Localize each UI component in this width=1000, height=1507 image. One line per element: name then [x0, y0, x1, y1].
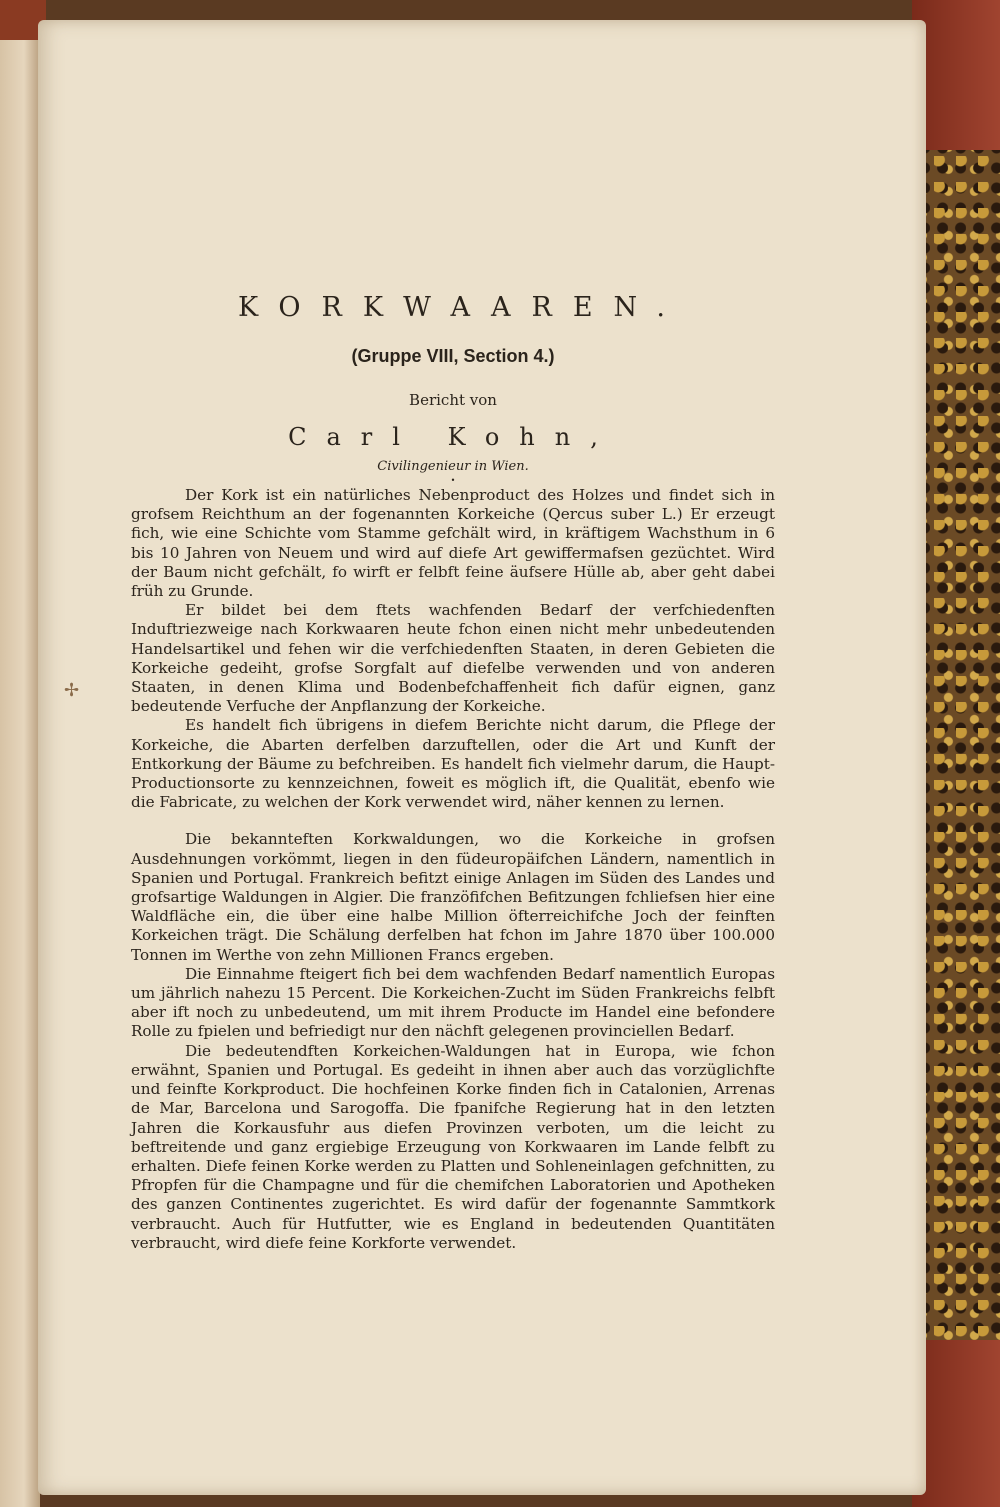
section-subtitle: (Gruppe VIII, Section 4.)	[351, 346, 555, 366]
page-title: KORKWAAREN.	[237, 292, 687, 323]
paragraph: Der Kork ist ein natürliches Nebenproduct des Holzes und findet sich in grofsem Reichthum an der fogenannten Korkeiche (Qercus suber L.) Er erzeugt fich, wie eine Schichte vom Stamme gefchält wird, in kräftigem Wachsthum in 6 bis 10 Jahren von Neuem und wird auf diefe Art gewiffermafsen gezüchtet. Wird der Baum nicht gefchält, fo wirft er felbft feine äufsere Hülle ab, aber geht dabei früh zu Grunde.	[131, 486, 775, 601]
article-body	[131, 486, 775, 1253]
binding-mark: ✢	[64, 680, 80, 701]
paragraph: Die Einnahme fteigert fich bei dem wachfenden Bedarf namentlich Europas um jährlich nahezu 15 Percent. Die Korkeichen-Zucht im Süden Frankreichs felbft aber ift noch zu unbedeutend, um mit ihrem Producte im Handel eine befondere Rolle zu fpielen und befriedigt nur den nächft gelegenen provinciellen Bedarf.	[131, 964, 775, 1041]
paragraph: Die bekannteften Korkwaldungen, wo die Korkeiche in grofsen Ausdehnungen vorkömmt, liegen in den füdeuropäifchen Ländern, namentlich in Spanien und Portugal. Frankreich befitzt einige Anlagen im Süden des Landes und grofsartige Waldungen in Algier. Die franzöfifchen Befitzungen fchliefsen hier eine Waldfläche ein, die über eine halbe Million öfterreichifche Joch der feinften Korkeichen trägt. Die Schälung derfelben hat fchon im Jahre 1870 über 100.000 Tonnen im Werthe von zehn Millionen Francs ergeben.	[131, 830, 775, 964]
page-content	[131, 290, 775, 1253]
section-gap	[131, 812, 775, 830]
paragraph: Die bedeutendften Korkeichen-Waldungen hat in Europa, wie fchon erwähnt, Spanien und Portugal. Es gedeiht in ihnen aber auch das vorzüglichfte und feinfte Korkproduct. Die hochfeinen Korke finden fich in Catalonien, Arrenas de Mar, Barcelona und Sarogoffa. Die fpanifche Regierung hat in den letzten Jahren die Korkausfuhr aus diefen Provinzen verboten, um die leicht zu beftreitende und ganz ergiebige Erzeugung von Korkwaaren im Lande felbft zu erhalten. Diefe feinen Korke werden zu Platten und Sohleneinlagen gefchnitten, zu Pfropfen für die Champagne und für die chemifchen Laboratorien und Apotheken des ganzen Continentes zugerichtet. Es wird dafür der fogenannte Sammtkork verbraucht. Auch für Hutfutter, wie es England in bedeutenden Quantitäten verbraucht, wird diefe feine Korkforte verwendet.	[131, 1041, 775, 1252]
report-by-label: Bericht von	[409, 391, 497, 409]
left-page-edge	[0, 0, 40, 1507]
separator-dot: •	[450, 476, 456, 485]
paragraph: Es handelt fich übrigens in diefem Berichte nicht darum, die Pflege der Korkeiche, die Abarten derfelben darzuftellen, oder die Art und Kunft der Entkorkung der Bäume zu befchreiben. Es handelt fich vielmehr darum, die Haupt-Productionsorte zu kennzeichnen, foweit es möglich ift, die Qualität, ebenfo wie die Fabricate, zu welchen der Kork verwendet wird, näher kennen zu lernen.	[131, 716, 775, 812]
author-name: Carl Kohn,	[288, 423, 618, 451]
author-affiliation: Civilingenieur in Wien.	[377, 459, 529, 474]
paragraph: Er bildet bei dem ftets wachfenden Bedarf der verfchiedenften Induftriezweige nach Korkwaaren heute fchon einen nicht mehr unbedeutenden Handelsartikel und fehen wir die verfchiedenften Staaten, in deren Gebieten die Korkeiche gedeiht, grofse Sorgfalt auf diefelbe verwenden und von anderen Staaten, in denen Klima und Bodenbefchaffenheit fich dafür eignen, ganz bedeutende Verfuche der Anpflanzung der Korkeiche.	[131, 601, 775, 716]
